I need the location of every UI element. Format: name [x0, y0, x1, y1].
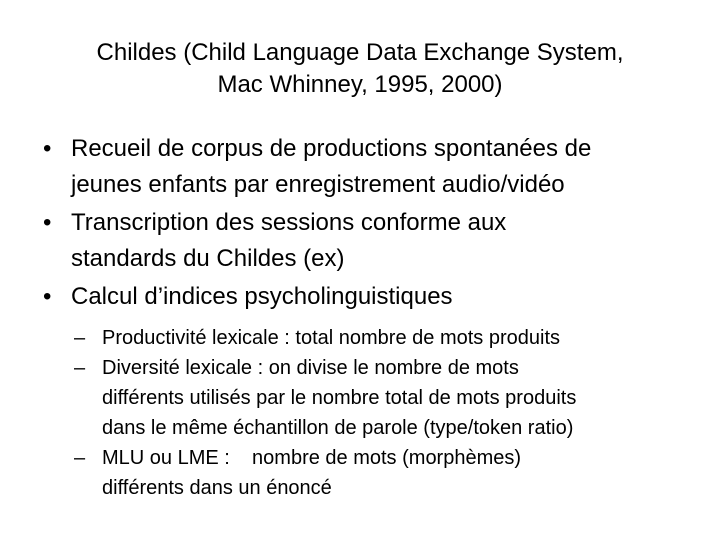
bullet-item-indices — [43, 279, 720, 315]
bullet-line: Transcription des sessions conforme aux — [71, 209, 507, 236]
bullet-marker: • — [43, 283, 52, 310]
sub-bullet-list — [0, 323, 720, 503]
sub-bullet-text — [102, 353, 720, 443]
bullet-item-transcription — [43, 205, 720, 277]
dash-marker: – — [74, 357, 86, 379]
bullet-marker: • — [43, 209, 52, 236]
sub-bullet-line: différents utilisés par le nombre total de mots produits — [102, 387, 577, 409]
sub-bullet-line: différents dans un énoncé — [102, 477, 332, 499]
sub-bullet-line: MLU ou LME : nombre de mots (morphèmes) — [102, 447, 522, 469]
sub-bullet-diversity — [74, 353, 720, 443]
sub-bullet-line: Productivité lexicale : total nombre de mots produits — [102, 327, 560, 349]
dash-marker: – — [74, 447, 86, 469]
sub-bullet-text — [102, 443, 720, 503]
bullet-text — [71, 205, 720, 277]
bullet-item-corpus — [43, 131, 720, 203]
bullet-list — [0, 131, 720, 503]
bullet-line: standards du Childes (ex) — [71, 245, 345, 272]
slide-title — [20, 37, 700, 101]
sub-bullet-text — [102, 323, 720, 353]
title-line-1: Childes (Child Language Data Exchange System, — [96, 39, 624, 66]
bullet-line: Recueil de corpus de productions spontanées de — [71, 135, 592, 162]
sub-bullet-mlu — [74, 443, 720, 503]
bullet-text — [71, 131, 720, 203]
dash-marker: – — [74, 327, 86, 349]
bullet-line: Calcul d’indices psycholinguistiques — [71, 283, 453, 310]
title-line-2: Mac Whinney, 1995, 2000) — [217, 71, 503, 98]
bullet-text — [71, 279, 720, 315]
sub-bullet-productivity — [74, 323, 720, 353]
sub-bullet-line: dans le même échantillon de parole (type/token ratio) — [102, 417, 574, 439]
sub-bullet-line: Diversité lexicale : on divise le nombre de mots — [102, 357, 519, 379]
bullet-marker: • — [43, 135, 52, 162]
bullet-line: jeunes enfants par enregistrement audio/vidéo — [71, 171, 565, 198]
